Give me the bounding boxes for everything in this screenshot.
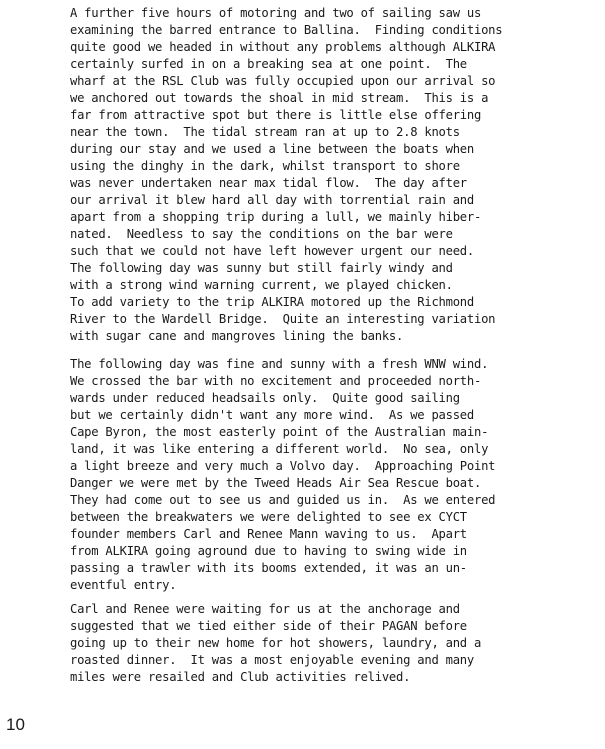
text-line: between the breakwaters we were delighted to see ex CYCT [70,510,467,524]
text-line: The following day was sunny but still fairly windy and [70,261,453,275]
text-line: To add variety to the trip ALKIRA motored up the Richmond [70,295,474,309]
text-line: miles were resailed and Club activities relived. [70,670,411,684]
text-line: such that we could not have left however urgent our need. [70,244,474,258]
text-line: land, it was like entering a different world. No sea, only [70,442,489,456]
paragraph-anchorage [70,601,590,686]
paragraph-tweed-heads [70,356,590,594]
text-line: certainly surfed in on a breaking sea at one point. The [70,57,467,71]
text-line: a light breeze and very much a Volvo day. Approaching Point [70,459,496,473]
text-line: we anchored out towards the shoal in mid stream. This is a [70,91,489,105]
text-line: apart from a shopping trip during a lull, we mainly hiber- [70,210,482,224]
text-line: far from attractive spot but there is little else offering [70,108,482,122]
text-line: wards under reduced headsails only. Quite good sailing [70,391,460,405]
paragraph-ballina [70,5,590,345]
text-line: We crossed the bar with no excitement and proceeded north- [70,374,482,388]
text-line: but we certainly didn't want any more wind. As we passed [70,408,474,422]
text-line: with sugar cane and mangroves lining the banks. [70,329,404,343]
text-line: nated. Needless to say the conditions on the bar were [70,227,453,241]
text-line: with a strong wind warning current, we played chicken. [70,278,453,292]
text-line: passing a trawler with its booms extended, it was an un- [70,561,467,575]
text-line: near the town. The tidal stream ran at up to 2.8 knots [70,125,460,139]
text-line: from ALKIRA going aground due to having to swing wide in [70,544,467,558]
text-line: eventful entry. [70,578,177,592]
text-line: Carl and Renee were waiting for us at the anchorage and [70,602,460,616]
text-line: wharf at the RSL Club was fully occupied upon our arrival so [70,74,496,88]
text-line: was never undertaken near max tidal flow. The day after [70,176,467,190]
text-line: examining the barred entrance to Ballina. Finding conditions [70,23,503,37]
text-line: during our stay and we used a line between the boats when [70,142,474,156]
text-line: The following day was fine and sunny with a fresh WNW wind. [70,357,489,371]
text-line: Danger we were met by the Tweed Heads Air Sea Rescue boat. [70,476,482,490]
text-line: our arrival it blew hard all day with torrential rain and [70,193,474,207]
page-number: 10 [6,715,25,734]
text-line: They had come out to see us and guided us in. As we entered [70,493,496,507]
text-line: quite good we headed in without any problems although ALKIRA [70,40,496,54]
text-line: A further five hours of motoring and two of sailing saw us [70,6,482,20]
text-line: roasted dinner. It was a most enjoyable evening and many [70,653,474,667]
text-line: suggested that we tied either side of their PAGAN before [70,619,467,633]
text-line: River to the Wardell Bridge. Quite an interesting variation [70,312,496,326]
text-line: using the dinghy in the dark, whilst transport to shore [70,159,460,173]
text-line: founder members Carl and Renee Mann waving to us. Apart [70,527,467,541]
text-line: going up to their new home for hot showers, laundry, and a [70,636,482,650]
text-line: Cape Byron, the most easterly point of the Australian main- [70,425,489,439]
